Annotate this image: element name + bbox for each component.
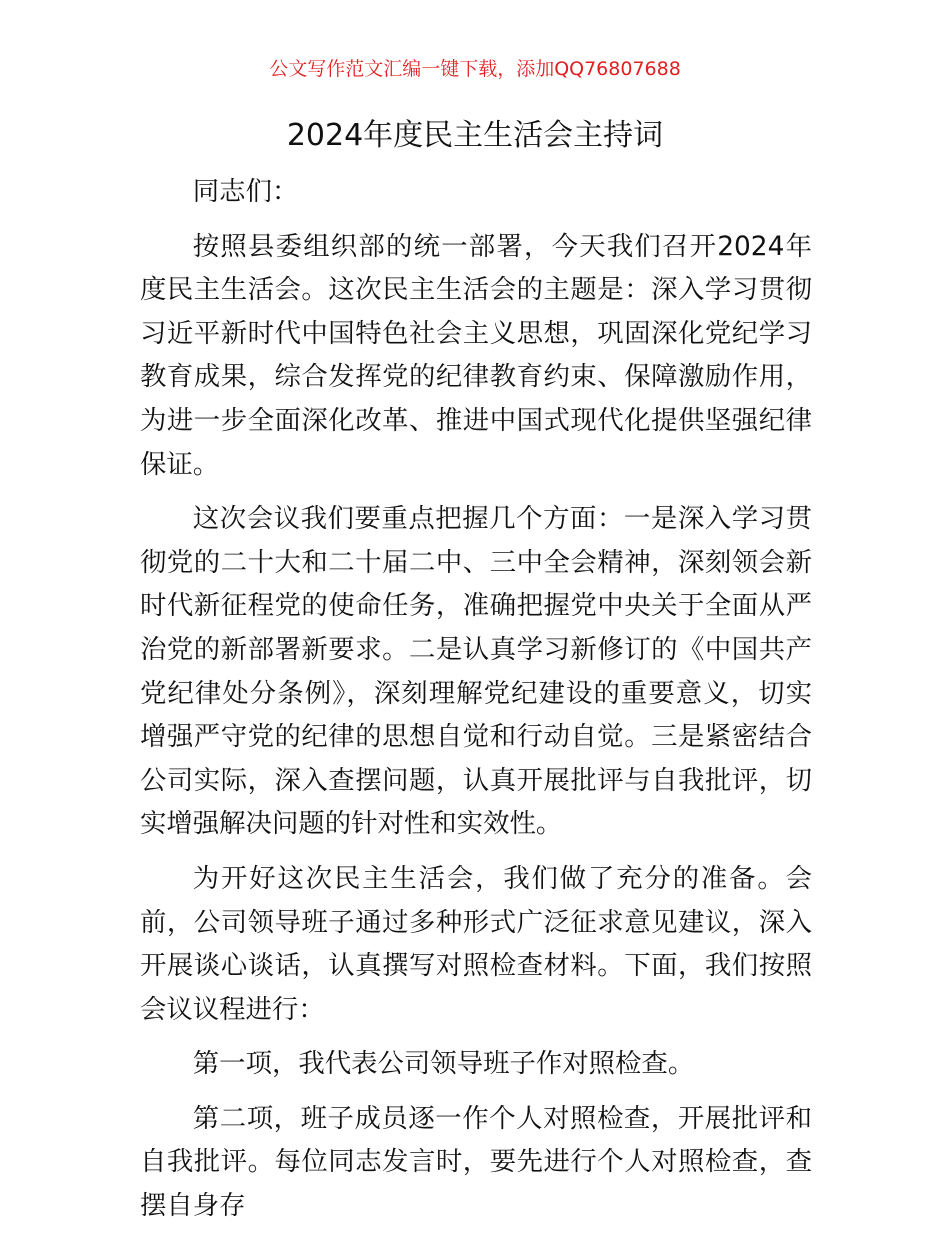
agenda-item-2: 第二项，班子成员逐一作个人对照检查，开展批评和自我批评。每位同志发言时，要先进行个人对照检查，查摆自身存 (140, 1102, 812, 1222)
document-body (140, 170, 812, 1239)
download-banner: 公文写作范文汇编一键下载，添加QQ76807688 (269, 58, 681, 80)
paragraph-preparation: 为开好这次民主生活会，我们做了充分的准备。会前，公司领导班子通过多种形式广泛征求意见建议，深入开展谈心谈话，认真撰写对照检查材料。下面，我们按照会议议程进行： (140, 862, 812, 1025)
paragraph-intro: 按照县委组织部的统一部署，今天我们召开2024年度民主生活会。这次民主生活会的主题是：深入学习贯彻习近平新时代中国特色社会主义思想，巩固深化党纪学习教育成果，综合发挥党的纪律教育约束、保障激励作用，为进一步全面深化改革、推进中国式现代化提供坚强纪律保证。 (140, 230, 812, 480)
agenda-item-1: 第一项，我代表公司领导班子作对照检查。 (192, 1048, 695, 1080)
paragraph-key-points: 这次会议我们要重点把握几个方面：一是深入学习贯彻党的二十大和二十届二中、三中全会精神，深刻领会新时代新征程党的使命任务，准确把握党中央关于全面从严治党的新部署新要求。二是认真学习新修订的《中国共产党纪律处分条例》，深刻理解党纪建设的重要意义，切实增强严守党的纪律的思想自觉和行动自觉。三是紧密结合公司实际，深入查摆问题，认真开展批评与自我批评，切实增强解决问题的针对性和实效性。 (140, 503, 812, 840)
salutation: 同志们： (192, 176, 299, 207)
document-title: 2024年度民主生活会主持词 (286, 118, 664, 153)
